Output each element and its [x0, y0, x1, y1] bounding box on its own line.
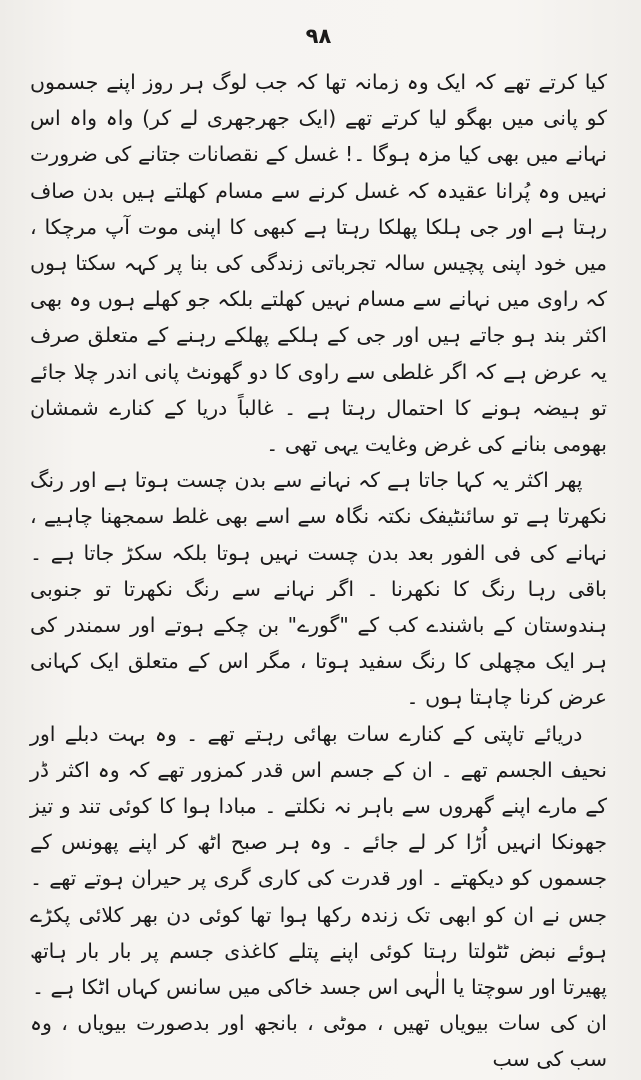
paragraph-1: کیا کرتے تھے کہ ایک وہ زمانہ تھا کہ جب لوگ ہر روز اپنے جسموں کو پانی میں بھگو لیا کرتے تھے (ایک جھرجھری لے کر) واہ واہ اس نہانے میں بھی کیا مزہ ہوگا ۔! غسل کے نقصانات جتانے کی ضرورت نہیں وہ پُرانا عقیدہ کہ غسل کرنے سے مسام کھلتے ہیں بدن صاف رہتا ہے اور جی ہلکا پھلکا رہتا ہے کبھی کا اپنی موت آپ مرچکا ، میں خود اپنی پچیس سالہ تجرباتی زندگی کی بنا پر کہہ سکتا ہوں کہ راوی میں نہانے سے مسام نہیں کھلتے بلکہ جو کھلے ہوں وہ بھی اکثر بند ہو جاتے ہیں اور جی کے ہلکے پھلکے رہنے کے متعلق صرف یہ عرض ہے کہ اگر غلطی سے راوی کا دو گھونٹ پانی اندر چلا جائے تو ہیضہ ہونے کا احتمال رہتا ہے ۔ غالباً دریا کے کنارے شمشان بھومی بنانے کی غرض وغایت یہی تھی ۔ — [30, 70, 607, 457]
paragraph-2: پھر اکثر یہ کہا جاتا ہے کہ نہانے سے بدن چست ہوتا ہے اور رنگ نکھرتا ہے تو سائنٹیفک نکتہ نگاہ سے اسے بھی غلط سمجھنا چاہیے ، نہانے کی فی الفور بعد بدن چست نہیں ہوتا بلکہ سکڑ جاتا ہے ۔ باقی رہا رنگ کا نکھرنا ۔ اگر نہانے سے رنگ نکھرتا تو جنوبی ہندوستان کے باشندے کب کے "گورے" بن چکے ہوتے اور سمندر کی ہر ایک مچھلی کا رنگ سفید ہوتا ، مگر اس کے متعلق ایک کہانی عرض کرنا چاہتا ہوں ۔ — [30, 468, 607, 710]
paragraph-3: دریائے تاپتی کے کنارے سات بھائی رہتے تھے ۔ وہ بہت دبلے اور نحیف الجسم تھے ۔ ان کے جسم اس قدر کمزور تھے کہ وہ اکثر ڈر کے مارے اپنے گھروں سے باہر نہ نکلتے ۔ مبادا ہوا کا کوئی تند و تیز جھونکا انہیں اُڑا کر لے جائے ۔ وہ ہر صبح اٹھ کر اپنے پھونس کے جسموں کو دیکھتے ۔ اور قدرت کی کاری گری پر حیران ہوتے تھے ۔ جس نے ان کو ابھی تک زندہ رکھا ہوا تھا کوئی دن بھر کلائی پکڑے ہوئے نبض ٹٹولتا رہتا کوئی اپنے پتلے کاغذی جسم پر بار بار ہاتھ پھیرتا اور سوچتا یا الٰہی اس جسد خاکی میں سانس کہاں اٹکا ہے ۔ — [30, 721, 607, 1000]
page-number: ۹۸ — [305, 24, 332, 48]
body-text — [30, 64, 607, 1078]
paragraph-4: ان کی سات بیویاں تھیں ، موٹی ، بانجھ اور بدصورت بیویاں ، وہ سب کی سب — [30, 1011, 607, 1072]
